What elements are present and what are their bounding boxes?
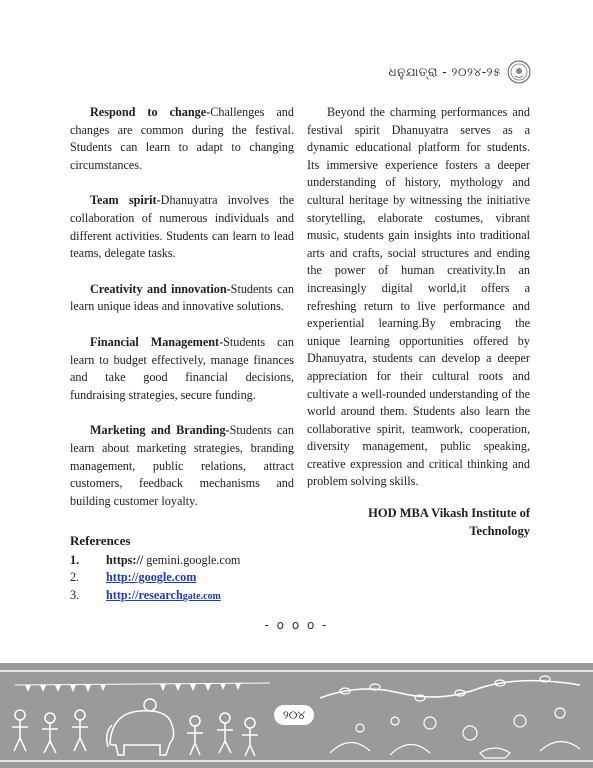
paragraph-text: Challenges and changes are common during the festival. Students can learn to adapt to changing circumstances. [70, 105, 294, 172]
paragraph-heading: Marketing and Branding- [90, 423, 230, 438]
paragraph-team-spirit [70, 192, 294, 262]
section-separator: - o o o - [264, 618, 329, 632]
signature-line-1: HOD MBA Vikash Institute of [368, 506, 530, 521]
references-section [70, 532, 240, 605]
paragraph-text: Dhanuyatra involves the collaboration of numerous individuals and different activities. Students can learn to lead teams, delegate tasks. [70, 193, 294, 261]
paragraph-text: Students can learn to budget effectively, manage finances and take good financial decisions, fundraising strategies, secure funding. [70, 334, 294, 402]
paragraph-respond-to-change [70, 104, 294, 174]
reference-number: 3. [70, 587, 80, 602]
reference-item [70, 587, 240, 606]
reference-number: 1. [70, 552, 80, 567]
reference-text [106, 552, 240, 570]
link-small: gate.com [182, 590, 221, 602]
body-paragraph: Beyond the charming performances and festival spirit Dhanuyatra serves as a dynamic educational platform for students. Its immersive experience fosters a deeper understanding of history, mythology and cultural heritage by witnessing the initiative storytelling, elaborate costumes, vibrant music, students gain insights into traditional arts and crafts, social structures and ending the power of human creativity.In an increasingly digital world,it offers a refreshing return to live performance and experiential learning.By embracing the unique learning opportunities offered by Dhanuyatra, students can develop a deeper appreciation for their cultural roots and cultivate a well-rounded understanding of the world around them. Students also learn the collaborative spirit, teamwork, cooperation, diversity management, public speaking, creative expression and critical thinking and problem solving skills. [307, 105, 530, 489]
reference-prefix: https:// [106, 552, 144, 567]
emblem-seal-icon [507, 60, 531, 84]
paragraph-heading: Creativity and innovation- [90, 281, 231, 296]
page-number: ୨୦୪ [274, 705, 314, 725]
paragraph-marketing-branding [70, 422, 294, 510]
reference-item [70, 552, 240, 570]
header-title: ଧନୁଯାତ୍ରା - ୨୦୨୪-୨୫ [388, 64, 501, 79]
paragraph-creativity [70, 281, 294, 316]
reference-link-researchgate[interactable] [106, 587, 221, 606]
paragraph-heading: Respond to change- [90, 105, 211, 119]
paragraph-financial-management [70, 334, 294, 404]
link-main: http://research [106, 587, 183, 602]
reference-item [70, 569, 240, 587]
reference-domain: gemini.google.com [143, 552, 241, 567]
signature [307, 505, 530, 540]
references-title: References [70, 533, 131, 548]
page-header [388, 60, 531, 84]
signature-line-2: Technology [469, 523, 530, 538]
paragraph-text: Students can learn unique ideas and innovative solutions. [70, 281, 294, 314]
left-column [70, 104, 294, 528]
reference-link-google[interactable]: http://google.com [106, 570, 197, 584]
paragraph-heading: Financial Management- [90, 334, 224, 349]
right-column [307, 104, 530, 540]
reference-number: 2. [70, 570, 80, 584]
paragraph-text: Students can learn about marketing strategies, branding management, public relations, attract customers, feedback mechanisms and building customer loyalty. [70, 423, 294, 508]
paragraph-heading: Team spirit- [90, 193, 161, 208]
